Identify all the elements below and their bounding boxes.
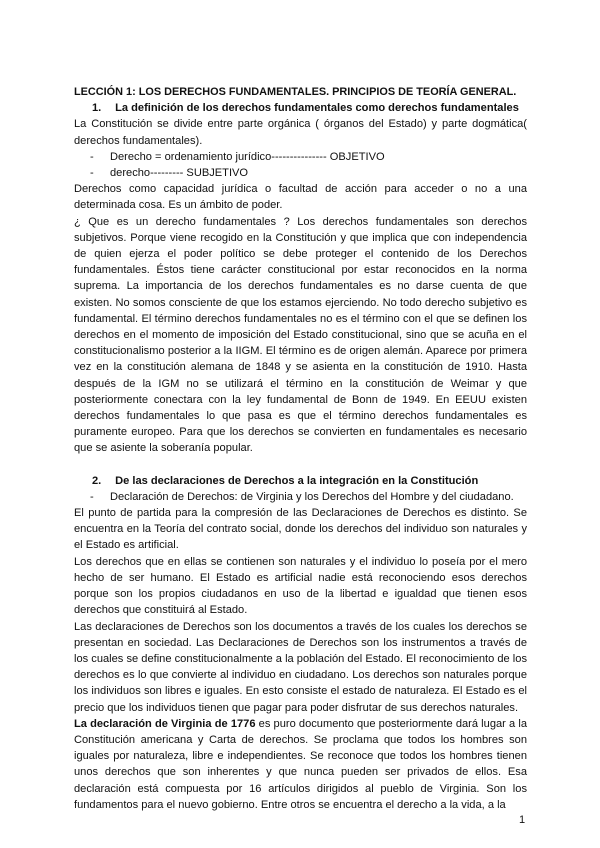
virginia-declaration-text: es puro documento que posteriormente dará lugar a la Constitución americana y Carta de derechos. Se proclama que todos los hombres son iguales por naturaleza, libre e independientes. Se reconoce que todos los hombres tienen unos derechos que son inherentes y que nunca pueden ser privados de ellos. Esa declaración está compuesta por 16 artículos dirigidos al pueblo de Virginia. Son los fundamentos para el nuevo gobierno. Entre otros se encuentra el derecho a la vida, a la	[74, 717, 527, 811]
dash-marker: -	[90, 490, 94, 503]
bullet-text: Declaración de Derechos: de Virginia y los Derechos del Hombre y del ciudadano.	[110, 490, 514, 503]
section-2-paragraph-1: El punto de partida para la compresión de las Declaraciones de Derechos es distinto. Se encuentra en la Teoría del contrato social, donde los derechos del individuo son naturales y el Estado es artificial.	[74, 507, 527, 552]
dash-marker: -	[90, 150, 94, 163]
section-1-paragraph-2: ¿ Que es un derecho fundamentales ? Los derechos fundamentales son derechos subjetivos. Porque viene recogido en la Constitución y que implica que con independencia de quien ejerza el poder político se debe proteger el contenido de los Derechos fundamentales. Éstos tiene carácter constitucional por estar reconocidos en la norma suprema. La importancia de los derechos fundamentales es no darse cuenta de que existen. No somos consciente de que los estamos ejerciendo. No todo derecho subjetivo es fundamental. El término derechos fundamentales no es el término con el que se definen los derechos en el momento de imposición del Estado constitucional, sino que se acuña en el constitucionalismo posterior a la IIGM. El término es de origen alemán. Aparece por primera vez en la constitución alemana de 1848 y se asienta en la constitución de 1910. Hasta después de la IGM no se utilizará el término en la constitución de Weimar y que posteriormente conectara con la ley fundamental de Bonn de 1949. En EEUU existen derechos fundamentales lo que pasa es que el término derechos fundamentales es puramente europeo. Para que los derechos se convierten en fundamentales es necesario que se asiente la soberanía popular.	[74, 215, 527, 455]
section-1-intro: La Constitución se divide entre parte orgánica ( órganos del Estado) y parte dogmática( derechos fundamentales).	[74, 118, 527, 147]
bullet-objetivo	[74, 149, 527, 165]
section-1-title: La definición de los derechos fundamentales como derechos fundamentales	[115, 102, 519, 115]
section-2-number: 2.	[92, 474, 102, 487]
bullet-text: Derecho = ordenamiento jurídico--------------- OBJETIVO	[110, 150, 385, 163]
bullet-text: derecho--------- SUBJETIVO	[110, 167, 249, 180]
bullet-declaraciones	[74, 489, 527, 505]
page-number: 1	[519, 814, 526, 826]
bullet-subjetivo	[74, 165, 527, 181]
dash-marker: -	[90, 167, 94, 180]
lesson-title: LECCIÓN 1: LOS DERECHOS FUNDAMENTALES. PRINCIPIOS DE TEORÍA GENERAL.	[74, 86, 517, 98]
section-2-title: De las declaraciones de Derechos a la integración en la Constitución	[115, 474, 479, 487]
section-2-paragraph-4	[74, 716, 527, 813]
document-body	[74, 84, 527, 813]
section-2-paragraph-2: Los derechos que en ellas se contienen son naturales y el individuo lo poseía por el mero hecho de ser humano. El Estado es artificial nadie está reconociendo esos derechos porque son los propios ciudadanos en uso de la libertad e igualdad que tienen esos derechos que constituirá al Estado.	[74, 555, 527, 617]
section-1-heading	[74, 100, 527, 116]
section-1-number: 1.	[92, 102, 102, 115]
section-2-paragraph-3: Las declaraciones de Derechos son los documentos a través de los cuales los derechos se presentan en sociedad. Las Declaraciones de Derechos son los instrumentos a través de los cuales se define constitucionalmente a la población del Estado. El reconocimiento de los derechos es lo que convierte al individuo en ciudadano. Los derechos son naturales porque los individuos son libres e iguales. En esto consiste el estado de naturaleza. El Estado es el precio que los individuos tienen que pagar para poder disfrutar de sus derechos naturales.	[74, 620, 527, 714]
section-gap	[74, 457, 527, 473]
virginia-declaration-lead: La declaración de Virginia de 1776	[74, 717, 256, 730]
section-2-heading	[74, 473, 527, 489]
section-1-paragraph-1: Derechos como capacidad jurídica o facultad de acción para acceder o no a una determinada cosa. Es un ámbito de poder.	[74, 183, 527, 212]
